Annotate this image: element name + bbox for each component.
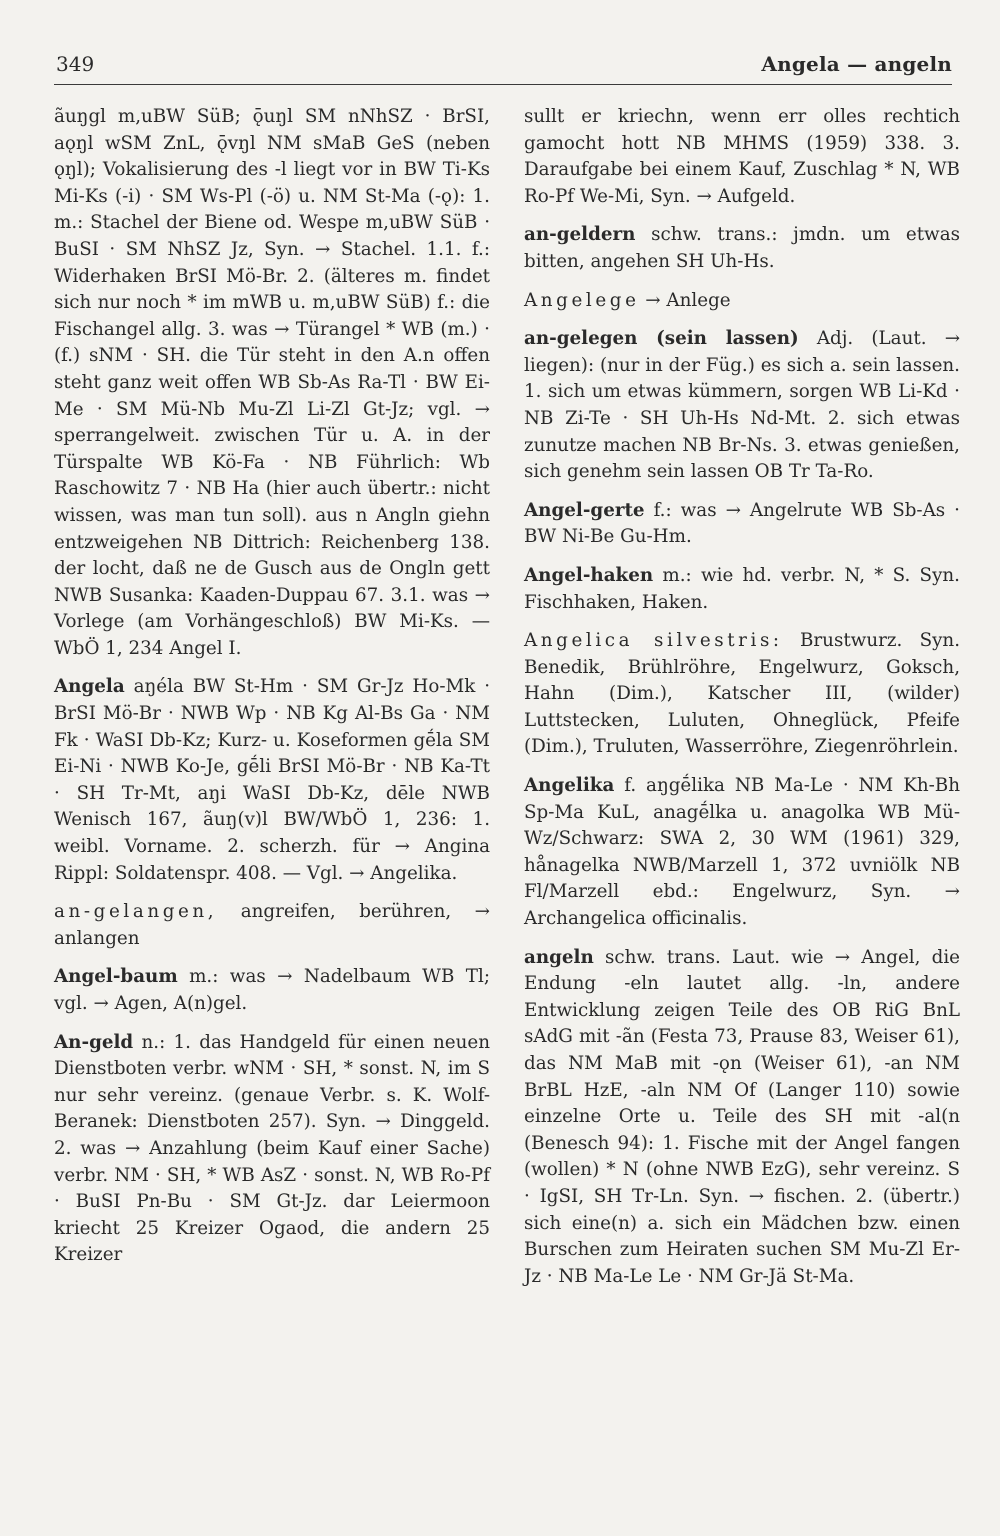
left-column — [54, 104, 490, 1281]
entry-body: schw. trans.: jmdn. um etwas bitten, angehen SH Uh-Hs. — [524, 224, 960, 272]
entry-angelege — [524, 288, 960, 315]
right-column — [524, 104, 960, 1302]
entry-an-gelangen — [54, 899, 490, 952]
entry-angelika — [524, 773, 960, 933]
entry-an-geldern — [524, 222, 960, 275]
entry-an-gelegen — [524, 326, 960, 486]
entry-body: Adj. (Laut. → liegen): (nur in der Füg.) es sich a. sein lassen. 1. sich um etwas kümmern, sorgen WB Li-Kd · NB Zi-Te · SH Uh-Hs Nd-Mt. 2. sich etwas zunutze machen NB Br-Ns. 3. etwas genießen, sich genehm sein lassen OB Tr Ta-Ro. — [524, 328, 961, 483]
entry-angel-haken — [524, 563, 960, 616]
entry-headword: an-gelegen (sein lassen) — [524, 328, 799, 350]
entry-headword: an-gelangen, — [54, 901, 218, 923]
entry-headword: Angelege — [524, 289, 640, 311]
entry-body: angreifen, berühren, → anlangen — [54, 901, 491, 949]
entry-body: schw. trans. Laut. wie → Angel, die Endung -eln lautet allg. -ln, andere Entwicklung zeigen Teile des OB RiG BnL sAdG mit -ãn (Festa 73, Prause 83, Weiser 61), das NM MaB mit -ǫn (Weiser 61), -an NM BrBL HzE, -aln NM Of (Langer 110) sowie einzelne Orte u. Teile des SH mit -al(n (Benesch 94): 1. Fische mit der Angel fangen (wollen) * N (ohne NWB EzG), sehr vereinz. S · IgSI, SH Tr-Ln. Syn. → fischen. 2. (übertr.) sich eine(n) a. sich ein Mädchen bzw. einen Burschen zum Heiraten suchen SM Mu-Zl Er-Jz · NB Ma-Le Le · NM Gr-Jä St-Ma. — [524, 946, 960, 1287]
entry-body: m.: wie hd. verbr. N, * S. Syn. Fischhaken, Haken. — [524, 564, 960, 613]
entry-angel-gerte — [524, 498, 960, 551]
entry-headword: angeln — [524, 946, 594, 968]
entry-body: Brustwurz. Syn. Benedik, Brühlröhre, Engelwurz, Goksch, Hahn (Dim.), Katscher III, (wilder) Luttstecken, Luluten, Ohneglück, Pfeife (Dim.), Truluten, Wasserröhre, Ziegenröhrlein. — [524, 630, 961, 758]
entry-headword: Angel-gerte — [524, 499, 645, 521]
entry-angeln — [524, 945, 960, 1291]
entry-body: n.: 1. das Handgeld für einen neuen Dienstboten verbr. wNM · SH, * sonst. N, im S nur sehr vereinz. (genaue Verbr. s. K. Wolf-Beranek: Dienstboten 257). Syn. → Dinggeld. 2. was → Anzahlung (beim Kauf einer Sache) verbr. NM · SH, * WB AsZ · sonst. N, WB Ro-Pf · BuSI Pn-Bu · SM Gt-Jz. dar Leiermoon kriecht 25 Kreizer Ogaod, die andern 25 Kreizer — [54, 1031, 490, 1266]
entry-headword: An-geld — [54, 1031, 134, 1053]
entry-body: f. aŋgḗlika NB Ma-Le · NM Kh-Bh Sp-Ma KuL, anagḗlka u. anagolka WB Mü-Wz/Schwarz: SWA 2, 30 WM (1961) 329, hånagelka NWB/Marzell 1, 372 uvniölk NB Fl/Marzell ebd.: Engelwurz, Syn. → Archangelica officinalis. — [524, 775, 961, 930]
entry-body: f.: was → Angelrute WB Sb-As · BW Ni-Be Gu-Hm. — [524, 499, 960, 548]
entry-body: aŋéla BW St-Hm · SM Gr-Jz Ho-Mk · BrSI Mö-Br · NWB Wp · NB Kg Al-Bs Ga · NM Fk · WaSI Db-Kz; Kurz- u. Koseformen gḗla SM Ei-Ni · NWB Ko-Je, gḗli BrSI Mö-Br · NB Ka-Tt · SH Tr-Mt, aŋi WaSI Db-Kz, dēle NWB Wenisch 167, ãuŋ(v)l BW/WbÖ 1, 236: 1. weibl. Vorname. 2. scherzh. für → Angina Rippl: Soldatenspr. 408. — Vgl. → Angelika. — [54, 676, 491, 884]
entry-headword: an-geldern — [524, 224, 636, 246]
entry-body: → Anlege — [645, 289, 731, 311]
page-number: 349 — [56, 52, 95, 76]
entry-an-geld-continuation — [524, 104, 960, 210]
entry-body: sullt er kriechn, wenn err olles rechtich gamocht hott NB MHMS (1959) 338. 3. Daraufgabe bei einem Kauf, Zuschlag * N, WB Ro-Pf We-Mi, Syn. → Aufgeld. — [524, 106, 960, 207]
entry-body: ãuŋgl m,uBW SüB; ǭuŋl SM nNhSZ · BrSI, aǫŋl wSM ZnL, ǭvŋl NM sMaB GeS (neben ǫŋl); Vokalisierung des -l liegt vor in BW Ti-Ks Mi-Ks (-i) · SM Ws-Pl (-ö) u. NM St-Ma (-ǫ): 1. m.: Stachel der Biene od. Wespe m,uBW SüB · BuSI · SM NhSZ Jz, Syn. → Stachel. 1.1. f.: Widerhaken BrSI Mö-Br. 2. (älteres m. findet sich nur noch * im mWB u. m,uBW SüB) f.: die Fischangel allg. 3. was → Türangel * WB (m.) · (f.) sNM · SH. die Tür steht in den A.n offen steht ganz weit offen WB Sb-As Ra-Tl · BW Ei-Me · SM Mü-Nb Mu-Zl Li-Zl Gt-Jz; vgl. → sperrangelweit. zwischen Tür u. A. in der Türspalte WB Kö-Fa · NB Führlich: Wb Raschowitz 7 · NB Ha (hier auch übertr.: nicht wissen, was man tun soll). aus n Angln giehn entzweigehen NB Dittrich: Reichenberg 138. der locht, daß ne de Gusch aus de Ongln gett NWB Susanka: Kaaden-Duppau 67. 3.1. was → Vorlege (am Vorhängeschloß) BW Mi-Ks. — WbÖ 1, 234 Angel I. — [54, 106, 490, 659]
entry-an-geld — [54, 1030, 490, 1269]
entry-angela — [54, 674, 490, 887]
page-header — [54, 50, 952, 85]
entry-headword: Angel-baum — [54, 966, 178, 988]
entry-headword: Angel-haken — [524, 564, 654, 586]
entry-angelica-silvestris — [524, 628, 960, 761]
entry-headword: Angela — [54, 676, 125, 698]
entry-angel-baum — [54, 964, 490, 1017]
running-head: Angela — angeln — [761, 52, 952, 76]
entry-angel-continuation — [54, 104, 490, 662]
entry-headword: Angelika — [524, 775, 615, 797]
entry-body: m.: was → Nadelbaum WB Tl; vgl. → Agen, A(n)gel. — [54, 966, 491, 1014]
entry-headword: Angelica silvestris: — [524, 630, 783, 652]
